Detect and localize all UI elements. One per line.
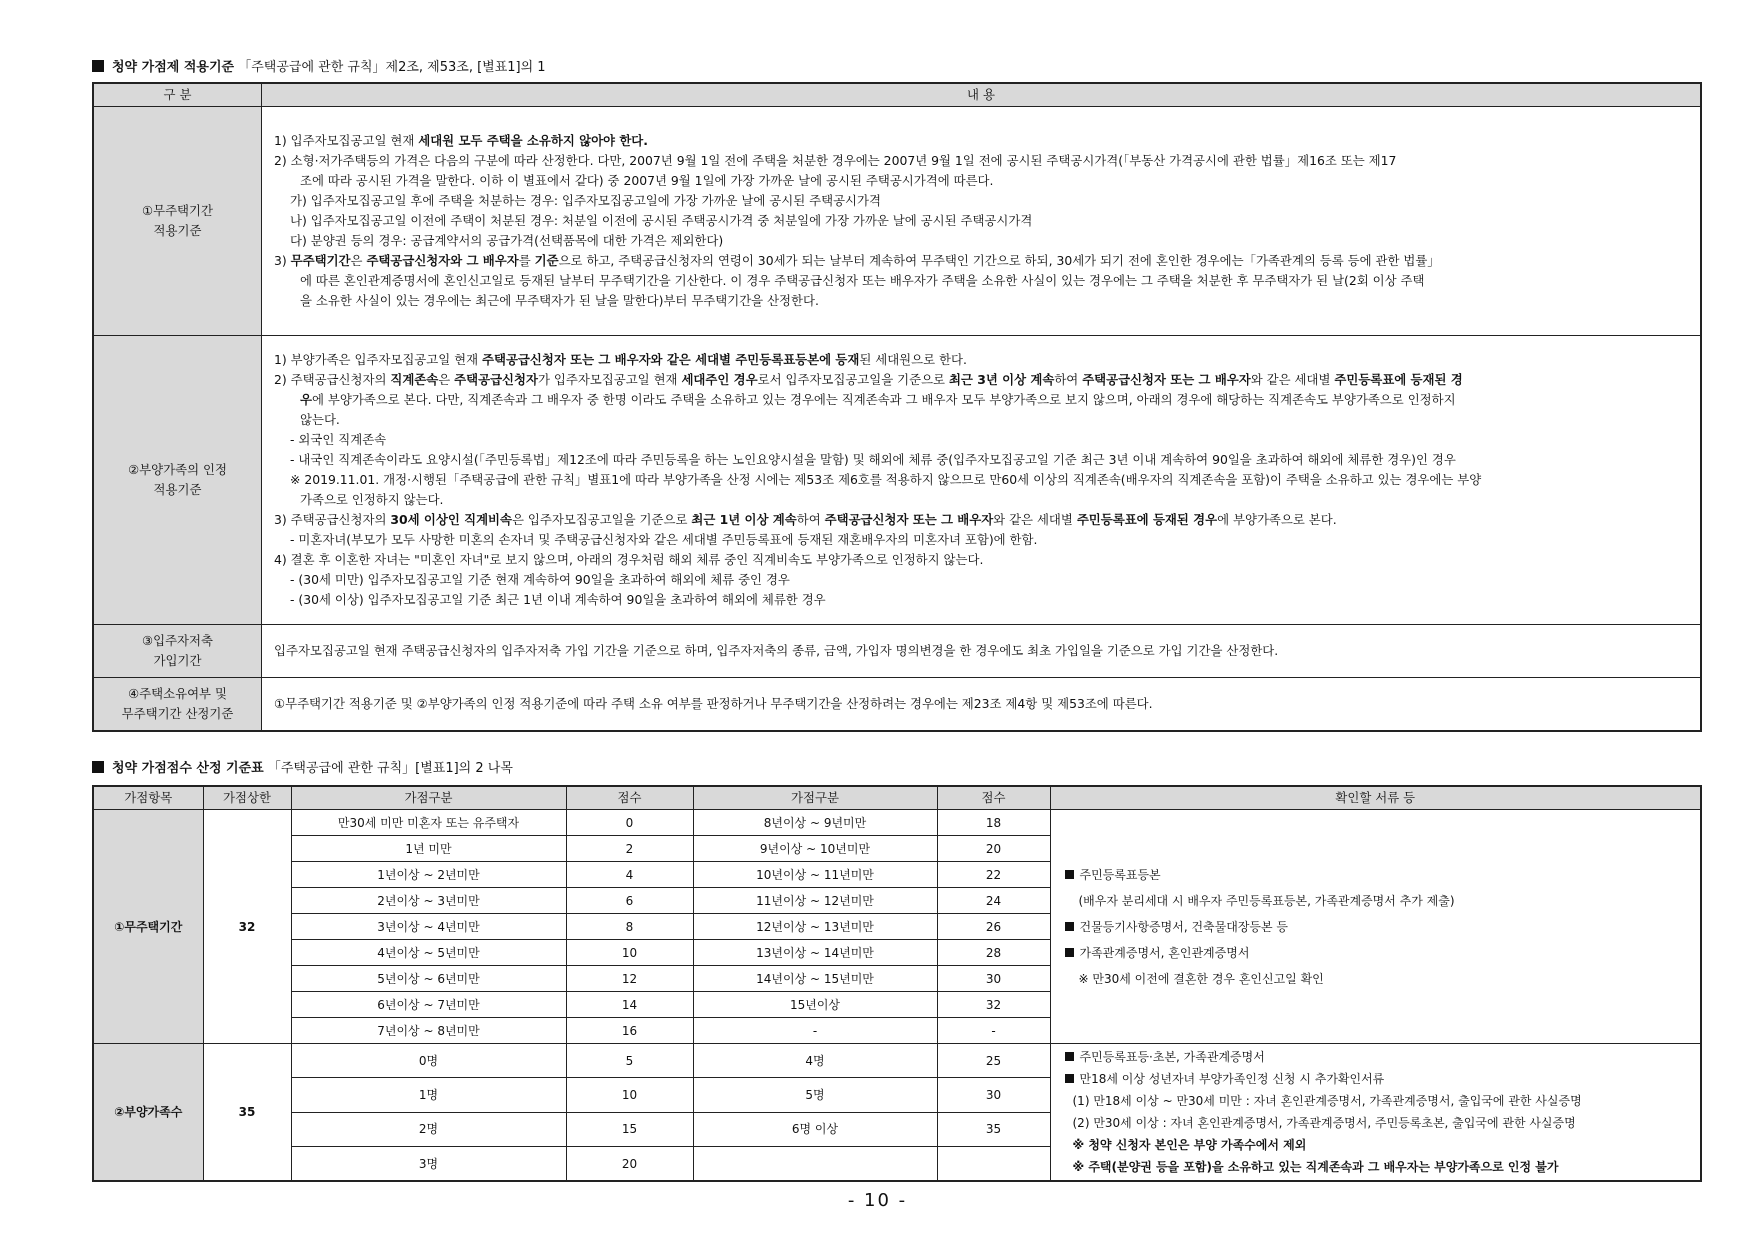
page-number: - 10 -	[847, 1190, 908, 1211]
range-cell: 5명	[693, 1078, 937, 1112]
criteria-row-2	[93, 336, 1701, 625]
item-dependents: ②부양가족수	[93, 1044, 203, 1182]
score-cell: 10	[566, 940, 693, 966]
range-cell: 2년이상 ~ 3년미만	[291, 888, 566, 914]
category-cell-1	[93, 107, 262, 336]
table-row	[93, 1044, 1701, 1078]
doc-line: 가족관계증명서, 혼인관계증명서	[1065, 940, 1687, 966]
category-label-line: 적용기준	[153, 482, 202, 497]
score-cell: 30	[937, 966, 1050, 992]
range-cell: 2명	[291, 1112, 566, 1146]
category-label-line: 적용기준	[153, 223, 202, 238]
content-cell-4: ①무주택기간 적용기준 및 ②부양가족의 인정 적용기준에 따라 주택 소유 여부를 판정하거나 무주택기간을 산정하려는 경우에는 제23조 제4항 및 제53조에 따른다.	[262, 678, 1702, 731]
section-1-title	[92, 56, 546, 75]
score-cell	[937, 1147, 1050, 1181]
square-bullet-icon	[1065, 1074, 1074, 1083]
criteria-row-1	[93, 107, 1701, 336]
score-cell: 8	[566, 914, 693, 940]
range-cell: 14년이상 ~ 15년미만	[693, 966, 937, 992]
score-cell: 22	[937, 862, 1050, 888]
content-line: 3) 주택공급신청자의 30세 이상인 직계비속은 입주자모집공고일을 기준으로 최근 1년 이상 계속하여 주택공급신청자 또는 그 배우자와 같은 세대별 주민등록표에 등재된 경우에 부양가족으로 본다.	[274, 512, 1337, 527]
content-line: - (30세 이상) 입주자모집공고일 기준 최근 1년 이내 계속하여 90일을 초과하여 해외에 체류한 경우	[290, 592, 826, 607]
header-item: 가점항목	[93, 786, 203, 810]
range-cell: 3명	[291, 1147, 566, 1181]
score-cell: 20	[937, 836, 1050, 862]
range-cell: 1년이상 ~ 2년미만	[291, 862, 566, 888]
doc-line: (1) 만18세 이상 ~ 만30세 미만 : 자녀 혼인관계증명서, 가족관계증명서, 출입국에 관한 사실증명	[1072, 1094, 1582, 1108]
score-cell: 12	[566, 966, 693, 992]
doc-line: (배우자 분리세대 시 배우자 주민등록표등본, 가족관계증명서 추가 제출)	[1078, 893, 1455, 908]
content-line: 1) 입주자모집공고일 현재 세대원 모두 주택을 소유하지 않아야 한다.	[274, 133, 648, 148]
score-cell: 18	[937, 810, 1050, 836]
range-cell: 6명 이상	[693, 1112, 937, 1146]
content-line: 2) 소형·저가주택등의 가격은 다음의 구분에 따라 산정한다. 다만, 2007년 9월 1일 전에 주택을 처분한 경우에는 2007년 9월 1일 전에 공시된 주택공시가격(「부동산 가격공시에 관한 법률」제16조 또는 제17	[274, 153, 1397, 168]
content-line: 3) 무주택기간은 주택공급신청자와 그 배우자를 기준으로 하고, 주택공급신청자의 연령이 30세가 되는 날부터 계속하여 무주택인 기간으로 하되, 30세가 되기 전에 혼인한 경우에는「가족관계의 등록 등에 관한 법률」	[274, 253, 1440, 268]
content-line: 가) 입주자모집공고일 후에 주택을 처분하는 경우: 입주자모집공고일에 가장 가까운 날에 공시된 주택공시가격	[290, 193, 881, 208]
section-2-title	[92, 757, 513, 776]
section-1-title-bold: 청약 가점제 적용기준	[112, 60, 235, 75]
header-limit: 가점상한	[203, 786, 291, 810]
square-bullet-icon	[1065, 948, 1074, 957]
content-line: 조에 따라 공시된 가격을 말한다. 이하 이 별표에서 같다) 중 2007년 9월 1일에 가장 가까운 날에 공시된 주택공시가격에 따른다.	[300, 173, 994, 188]
criteria-header-row	[93, 83, 1701, 107]
doc-line: 건물등기사항증명서, 건축물대장등본 등	[1065, 914, 1687, 940]
range-cell: 1명	[291, 1078, 566, 1112]
doc-line: (2) 만30세 이상 : 자녀 혼인관계증명서, 가족관계증명서, 주민등록초본, 출입국에 관한 사실증명	[1072, 1116, 1576, 1130]
content-cell-2	[262, 336, 1702, 625]
header-range-2: 가점구분	[693, 786, 937, 810]
range-cell: 6년이상 ~ 7년미만	[291, 992, 566, 1018]
doc-line: 주민등록표등·초본, 가족관계증명서	[1065, 1046, 1687, 1068]
category-label-line: ③입주자저축	[142, 633, 213, 648]
content-cell-3: 입주자모집공고일 현재 주택공급신청자의 입주자저축 가입 기간을 기준으로 하며, 입주자저축의 종류, 금액, 가입자 명의변경을 한 경우에도 최초 가입일을 기준으로 가입 기간을 산정한다.	[262, 625, 1702, 678]
range-cell: 8년이상 ~ 9년미만	[693, 810, 937, 836]
square-bullet-icon	[1065, 922, 1074, 931]
table-row	[93, 810, 1701, 836]
square-bullet-icon	[1065, 1052, 1074, 1061]
header-score-2: 점수	[937, 786, 1050, 810]
range-cell: 12년이상 ~ 13년미만	[693, 914, 937, 940]
header-range-1: 가점구분	[291, 786, 566, 810]
docs-homeless-period	[1050, 810, 1701, 1044]
range-cell: 10년이상 ~ 11년미만	[693, 862, 937, 888]
score-cell: 24	[937, 888, 1050, 914]
header-score-1: 점수	[566, 786, 693, 810]
content-line: - (30세 미만) 입주자모집공고일 기준 현재 계속하여 90일을 초과하여 해외에 체류 중인 경우	[290, 572, 790, 587]
score-table	[92, 785, 1702, 1182]
content-line: - 미혼자녀(부모가 모두 사망한 미혼의 손자녀 및 주택공급신청자와 같은 세대별 주민등록표에 등재된 재혼배우자의 미혼자녀 포함)에 한함.	[290, 532, 1038, 547]
score-cell: 30	[937, 1078, 1050, 1112]
range-cell: 4명	[693, 1044, 937, 1078]
content-line: 2) 주택공급신청자의 직계존속은 주택공급신청자가 입주자모집공고일 현재 세대주인 경우로서 입주자모집공고일을 기준으로 최근 3년 이상 계속하여 주택공급신청자 또는 그 배우자와 같은 세대별 주민등록표에 등재된 경	[274, 372, 1463, 387]
range-cell: 13년이상 ~ 14년미만	[693, 940, 937, 966]
content-line: 다) 분양권 등의 경우: 공급계약서의 공급가격(선택품목에 대한 가격은 제외한다)	[290, 233, 724, 248]
category-cell-2	[93, 336, 262, 625]
limit-dependents: 35	[203, 1044, 291, 1182]
content-line: 우에 부양가족으로 본다. 다만, 직계존속과 그 배우자 중 한명 이라도 주택을 소유하고 있는 경우에는 직계존속과 그 배우자 모두 부양가족으로 보지 않으며, 아래의 경우에 해당하는 직계존속도 부양가족으로 인정하지	[300, 392, 1456, 407]
range-cell: 7년이상 ~ 8년미만	[291, 1018, 566, 1044]
header-docs: 확인할 서류 등	[1050, 786, 1701, 810]
content-line: 않는다.	[300, 412, 340, 427]
section-2-title-bold: 청약 가점점수 산정 기준표	[112, 761, 264, 776]
score-cell: 10	[566, 1078, 693, 1112]
content-line: 을 소유한 사실이 있는 경우에는 최근에 무주택자가 된 날을 말한다)부터 무주택기간을 산정한다.	[300, 293, 819, 308]
range-cell: 15년이상	[693, 992, 937, 1018]
range-cell	[693, 1147, 937, 1181]
doc-line: 만18세 이상 성년자녀 부양가족인정 신청 시 추가확인서류	[1065, 1068, 1687, 1090]
content-line: 가족으로 인정하지 않는다.	[300, 492, 444, 507]
score-cell: 26	[937, 914, 1050, 940]
category-cell-3	[93, 625, 262, 678]
range-cell: 9년이상 ~ 10년미만	[693, 836, 937, 862]
doc-line: ※ 주택(분양권 등을 포함)을 소유하고 있는 직계존속과 그 배우자는 부양가족으로 인정 불가	[1072, 1160, 1559, 1174]
score-header-row	[93, 786, 1701, 810]
score-cell: 25	[937, 1044, 1050, 1078]
range-cell: 1년 미만	[291, 836, 566, 862]
square-bullet-icon	[92, 761, 104, 773]
content-line: - 내국인 직계존속이라도 요양시설(「주민등록법」제12조에 따라 주민등록을 하는 노인요양시설을 말함) 및 해외에 체류 중(입주자모집공고일 기준 최근 3년 이내 계속하여 90일을 초과하여 해외에 체류한 경우)인 경우	[290, 452, 1456, 467]
score-cell: 4	[566, 862, 693, 888]
range-cell: 0명	[291, 1044, 566, 1078]
header-content: 내 용	[262, 83, 1702, 107]
score-cell: 15	[566, 1112, 693, 1146]
doc-line: ※ 만30세 이전에 결혼한 경우 혼인신고일 확인	[1078, 971, 1324, 986]
criteria-table	[92, 82, 1702, 732]
range-cell: 3년이상 ~ 4년미만	[291, 914, 566, 940]
content-line: 4) 결혼 후 이혼한 자녀는 "미혼인 자녀"로 보지 않으며, 아래의 경우처럼 해외 체류 중인 직계비속도 부양가족으로 인정하지 않는다.	[274, 552, 984, 567]
score-cell: 14	[566, 992, 693, 1018]
section-2-title-rest: 「주택공급에 관한 규칙」[별표1]의 2 나목	[267, 761, 513, 776]
header-category: 구 분	[93, 83, 262, 107]
score-cell: 20	[566, 1147, 693, 1181]
category-label-line: ①무주택기간	[142, 203, 213, 218]
criteria-row-3	[93, 625, 1701, 678]
square-bullet-icon	[92, 60, 104, 72]
category-label-line: ②부양가족의 인정	[128, 462, 227, 477]
score-cell: 35	[937, 1112, 1050, 1146]
content-line: 나) 입주자모집공고일 이전에 주택이 처분된 경우: 처분일 이전에 공시된 주택공시가격 중 처분일에 가장 가까운 날에 공시된 주택공시가격	[290, 213, 1033, 228]
content-line: 에 따른 혼인관계증명서에 혼인신고일로 등재된 날부터 무주택기간을 기산한다. 이 경우 주택공급신청자 또는 배우자가 주택을 소유한 사실이 있는 경우에는 그 주택을 처분한 후 무주택자가 된 날(2회 이상 주택	[300, 273, 1425, 288]
score-cell: -	[937, 1018, 1050, 1044]
score-cell: 32	[937, 992, 1050, 1018]
docs-dependents	[1050, 1044, 1701, 1182]
section-1-title-rest: 「주택공급에 관한 규칙」제2조, 제53조, [별표1]의 1	[238, 60, 546, 75]
doc-line: ※ 청약 신청자 본인은 부양 가족수에서 제외	[1072, 1138, 1307, 1152]
category-label-line: 가입기간	[153, 653, 202, 668]
range-cell: 5년이상 ~ 6년미만	[291, 966, 566, 992]
square-bullet-icon	[1065, 870, 1074, 879]
criteria-row-4	[93, 678, 1701, 731]
content-line: 1) 부양가족은 입주자모집공고일 현재 주택공급신청자 또는 그 배우자와 같은 세대별 주민등록표등본에 등재된 세대원으로 한다.	[274, 352, 967, 367]
range-cell: 11년이상 ~ 12년미만	[693, 888, 937, 914]
score-cell: 5	[566, 1044, 693, 1078]
range-cell: 4년이상 ~ 5년미만	[291, 940, 566, 966]
category-label-line: 무주택기간 산정기준	[121, 705, 234, 721]
score-cell: 6	[566, 888, 693, 914]
score-cell: 16	[566, 1018, 693, 1044]
content-line: - 외국인 직계존속	[290, 432, 387, 447]
score-cell: 0	[566, 810, 693, 836]
range-cell: 만30세 미만 미혼자 또는 유주택자	[291, 810, 566, 836]
score-cell: 2	[566, 836, 693, 862]
score-cell: 28	[937, 940, 1050, 966]
item-homeless-period: ①무주택기간	[93, 810, 203, 1044]
category-label-line: ④주택소유여부 및	[128, 685, 227, 701]
doc-line: 주민등록표등본	[1065, 862, 1687, 888]
content-cell-1	[262, 107, 1702, 336]
range-cell: -	[693, 1018, 937, 1044]
limit-homeless-period: 32	[203, 810, 291, 1044]
category-cell-4	[93, 678, 262, 731]
content-line: ※ 2019.11.01. 개정·시행된「주택공급에 관한 규칙」별표1에 따라 부양가족을 산정 시에는 제53조 제6호를 적용하지 않으므로 만60세 이상의 직계존속(배우자의 직계존속을 포함)이 주택을 소유하고 있는 경우에는 부양	[290, 472, 1482, 487]
